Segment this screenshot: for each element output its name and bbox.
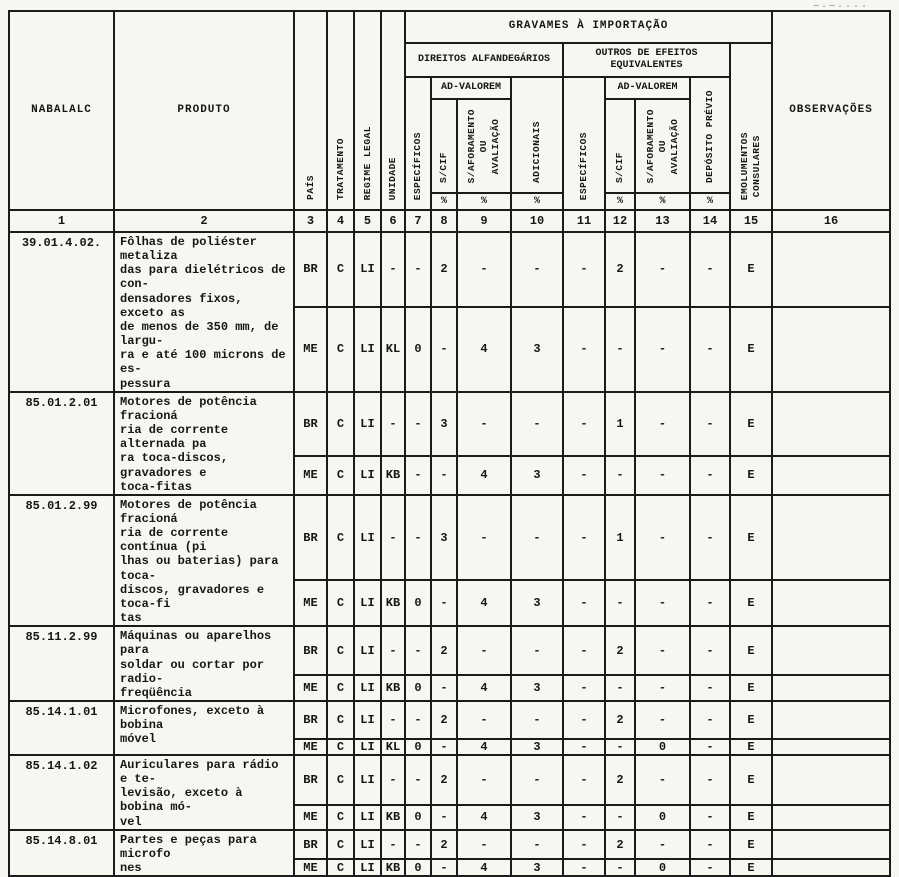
cell-regime: LI [354, 456, 381, 495]
cell-tratamento: C [327, 456, 354, 495]
cell-observacoes [772, 830, 890, 860]
cell-regime: LI [354, 739, 381, 755]
header-especificos-da [405, 77, 431, 210]
cell-especificos-da: - [405, 755, 431, 805]
cell-scif-da: 2 [431, 626, 457, 675]
cell-especificos-oe: - [563, 859, 605, 876]
cell-tratamento: C [327, 701, 354, 739]
table-row [9, 232, 890, 307]
cell-scif-oe: 2 [605, 626, 635, 675]
cell-aforamento-da: - [457, 392, 511, 456]
cell-adicionais: 3 [511, 805, 563, 830]
header-aforamento-da [457, 99, 511, 193]
cell-scif-da: 3 [431, 392, 457, 456]
cell-tratamento: C [327, 232, 354, 307]
cell-scif-oe: 2 [605, 755, 635, 805]
header-regime-legal-label: REGIME LEGAL [361, 125, 373, 200]
cell-scif-da: - [431, 739, 457, 755]
cell-observacoes [772, 626, 890, 675]
column-number: 15 [730, 210, 772, 232]
cell-deposito: - [690, 755, 730, 805]
cell-especificos-da: 0 [405, 739, 431, 755]
column-number: 3 [294, 210, 327, 232]
cell-regime: LI [354, 701, 381, 739]
cell-aforamento-oe: - [635, 232, 690, 307]
header-pais [294, 11, 327, 210]
header-emolumentos [730, 43, 772, 210]
header-gravames: GRAVAMES À IMPORTAÇÃO [405, 11, 772, 43]
cell-aforamento-da: - [457, 755, 511, 805]
cell-emolumentos: E [730, 232, 772, 307]
cell-adicionais: - [511, 626, 563, 675]
cell-adicionais: - [511, 701, 563, 739]
cell-deposito: - [690, 580, 730, 626]
cell-observacoes [772, 805, 890, 830]
cell-pais: ME [294, 675, 327, 701]
header-pais-label: PAÍS [304, 175, 316, 200]
header-deposito-previo [690, 77, 730, 193]
cell-unidade: KB [381, 675, 405, 701]
cell-aforamento-da: 4 [457, 859, 511, 876]
cell-adicionais: - [511, 830, 563, 860]
product-description: Microfones, exceto à bobina móvel [114, 701, 294, 755]
cell-pais: ME [294, 805, 327, 830]
cell-aforamento-da: - [457, 830, 511, 860]
cell-pais: ME [294, 580, 327, 626]
column-number: 10 [511, 210, 563, 232]
header-emolumentos-label: EMOLUMENTOS CONSULARES [739, 131, 763, 200]
cell-deposito: - [690, 392, 730, 456]
cell-observacoes [772, 392, 890, 456]
cell-emolumentos: E [730, 580, 772, 626]
cell-aforamento-da: 4 [457, 739, 511, 755]
cell-adicionais: 3 [511, 739, 563, 755]
header-scif-oe-label: S/CIF [614, 151, 626, 183]
cell-deposito: - [690, 859, 730, 876]
header-direitos-alfandegarios: DIREITOS ALFANDEGÁRIOS [405, 43, 563, 77]
cell-scif-da: 3 [431, 495, 457, 580]
cell-tratamento: C [327, 307, 354, 392]
cell-emolumentos: E [730, 392, 772, 456]
header-tratamento [327, 11, 354, 210]
cell-deposito: - [690, 830, 730, 860]
cell-especificos-oe: - [563, 755, 605, 805]
cell-pais: ME [294, 307, 327, 392]
nabalalc-code: 85.14.1.02 [9, 755, 114, 830]
cell-especificos-da: - [405, 701, 431, 739]
cell-aforamento-oe: - [635, 456, 690, 495]
cell-unidade: - [381, 232, 405, 307]
cell-tratamento: C [327, 495, 354, 580]
cell-aforamento-da: 4 [457, 307, 511, 392]
header-deposito-previo-label: DEPÓSITO PRÉVIO [704, 89, 716, 183]
cell-emolumentos: E [730, 739, 772, 755]
cell-emolumentos: E [730, 830, 772, 860]
column-number: 9 [457, 210, 511, 232]
cell-deposito: - [690, 626, 730, 675]
nabalalc-code: 85.01.2.99 [9, 495, 114, 626]
cell-especificos-oe: - [563, 232, 605, 307]
cell-deposito: - [690, 232, 730, 307]
cell-especificos-da: 0 [405, 805, 431, 830]
cell-unidade: KL [381, 307, 405, 392]
cell-scif-da: - [431, 805, 457, 830]
column-number: 6 [381, 210, 405, 232]
cell-tratamento: C [327, 675, 354, 701]
cell-emolumentos: E [730, 859, 772, 876]
cell-observacoes [772, 580, 890, 626]
cell-unidade: KB [381, 456, 405, 495]
cell-aforamento-da: - [457, 701, 511, 739]
cell-especificos-oe: - [563, 580, 605, 626]
cell-observacoes [772, 232, 890, 307]
cell-observacoes [772, 755, 890, 805]
table-row [9, 755, 890, 805]
cell-pais: BR [294, 830, 327, 860]
cell-especificos-da: - [405, 456, 431, 495]
column-number: 11 [563, 210, 605, 232]
cell-regime: LI [354, 232, 381, 307]
table-row [9, 11, 890, 43]
cell-scif-oe: - [605, 859, 635, 876]
cell-adicionais: 3 [511, 675, 563, 701]
cell-unidade: KB [381, 859, 405, 876]
header-especificos-da-label: ESPECÍFICOS [412, 131, 424, 200]
cell-regime: LI [354, 830, 381, 860]
scan-smudge: ~·~··-· [812, 2, 869, 13]
header-adicionais [511, 77, 563, 193]
cell-tratamento: C [327, 580, 354, 626]
table-row [9, 626, 890, 675]
tariff-table-document [8, 10, 891, 877]
cell-adicionais: - [511, 392, 563, 456]
cell-emolumentos: E [730, 456, 772, 495]
cell-especificos-oe: - [563, 675, 605, 701]
cell-tratamento: C [327, 755, 354, 805]
cell-regime: LI [354, 626, 381, 675]
column-number: 12 [605, 210, 635, 232]
header-outros-efeitos: OUTROS DE EFEITOS EQUIVALENTES [563, 43, 730, 77]
table-row [9, 210, 890, 232]
cell-unidade: KL [381, 739, 405, 755]
cell-aforamento-oe: - [635, 755, 690, 805]
cell-tratamento: C [327, 859, 354, 876]
product-description: Máquinas ou aparelhos para soldar ou cortar por radio- freqüência [114, 626, 294, 701]
cell-scif-da: - [431, 859, 457, 876]
cell-especificos-da: - [405, 392, 431, 456]
cell-aforamento-da: 4 [457, 805, 511, 830]
header-scif-oe [605, 99, 635, 193]
cell-pais: BR [294, 232, 327, 307]
cell-scif-oe: 2 [605, 232, 635, 307]
cell-unidade: - [381, 830, 405, 860]
cell-scif-da: 2 [431, 701, 457, 739]
table-row [9, 830, 890, 860]
cell-unidade: - [381, 495, 405, 580]
cell-adicionais: 3 [511, 456, 563, 495]
nabalalc-code: 85.11.2.99 [9, 626, 114, 701]
header-aforamento-oe [635, 99, 690, 193]
cell-adicionais: - [511, 495, 563, 580]
cell-especificos-oe: - [563, 805, 605, 830]
import-duties-table [8, 10, 891, 877]
column-number: 2 [114, 210, 294, 232]
cell-emolumentos: E [730, 701, 772, 739]
cell-regime: LI [354, 580, 381, 626]
cell-aforamento-da: 4 [457, 456, 511, 495]
header-scif-da [431, 99, 457, 193]
cell-unidade: - [381, 701, 405, 739]
table-row [9, 392, 890, 456]
cell-especificos-da: 0 [405, 675, 431, 701]
cell-pais: BR [294, 626, 327, 675]
cell-unidade: - [381, 755, 405, 805]
cell-especificos-da: 0 [405, 859, 431, 876]
header-unidade [381, 11, 405, 210]
cell-especificos-oe: - [563, 739, 605, 755]
cell-scif-da: - [431, 307, 457, 392]
cell-aforamento-da: - [457, 495, 511, 580]
cell-unidade: KB [381, 805, 405, 830]
cell-regime: LI [354, 859, 381, 876]
cell-scif-oe: 1 [605, 495, 635, 580]
cell-scif-oe: - [605, 456, 635, 495]
nabalalc-code: 85.14.8.01 [9, 830, 114, 876]
cell-emolumentos: E [730, 675, 772, 701]
header-especificos-oe [563, 77, 605, 210]
cell-deposito: - [690, 456, 730, 495]
cell-aforamento-oe: - [635, 495, 690, 580]
percent-sign: % [431, 193, 457, 210]
cell-especificos-oe: - [563, 626, 605, 675]
product-description: Partes e peças para microfo nes [114, 830, 294, 876]
cell-adicionais: - [511, 232, 563, 307]
cell-emolumentos: E [730, 755, 772, 805]
column-number: 8 [431, 210, 457, 232]
cell-emolumentos: E [730, 495, 772, 580]
cell-aforamento-oe: 0 [635, 859, 690, 876]
cell-aforamento-da: - [457, 626, 511, 675]
cell-especificos-da: - [405, 232, 431, 307]
cell-scif-oe: - [605, 307, 635, 392]
cell-especificos-oe: - [563, 307, 605, 392]
table-row [9, 495, 890, 580]
nabalalc-code: 85.14.1.01 [9, 701, 114, 755]
cell-scif-da: - [431, 675, 457, 701]
cell-unidade: - [381, 392, 405, 456]
header-advalorem-oe: AD-VALOREM [605, 77, 690, 99]
cell-scif-oe: 1 [605, 392, 635, 456]
cell-regime: LI [354, 755, 381, 805]
cell-especificos-oe: - [563, 456, 605, 495]
cell-deposito: - [690, 307, 730, 392]
cell-scif-oe: - [605, 675, 635, 701]
column-number: 1 [9, 210, 114, 232]
header-advalorem-da: AD-VALOREM [431, 77, 511, 99]
cell-tratamento: C [327, 392, 354, 456]
cell-pais: BR [294, 392, 327, 456]
cell-aforamento-oe: - [635, 626, 690, 675]
cell-aforamento-oe: - [635, 392, 690, 456]
header-aforamento-oe-label: S/AFORAMENTO OU AVALIAÇÃO [644, 108, 680, 183]
cell-tratamento: C [327, 739, 354, 755]
percent-sign: % [605, 193, 635, 210]
cell-adicionais: - [511, 755, 563, 805]
cell-especificos-da: - [405, 495, 431, 580]
cell-deposito: - [690, 675, 730, 701]
column-number: 16 [772, 210, 890, 232]
percent-sign: % [511, 193, 563, 210]
cell-scif-da: 2 [431, 232, 457, 307]
header-scif-da-label: S/CIF [438, 151, 450, 183]
cell-aforamento-oe: - [635, 580, 690, 626]
cell-especificos-da: - [405, 830, 431, 860]
cell-especificos-da: 0 [405, 580, 431, 626]
cell-scif-da: 2 [431, 830, 457, 860]
cell-especificos-oe: - [563, 701, 605, 739]
cell-observacoes [772, 701, 890, 739]
cell-scif-oe: 2 [605, 830, 635, 860]
cell-adicionais: 3 [511, 859, 563, 876]
column-number: 5 [354, 210, 381, 232]
header-adicionais-label: ADICIONAIS [531, 120, 543, 183]
cell-regime: LI [354, 495, 381, 580]
cell-pais: ME [294, 739, 327, 755]
cell-tratamento: C [327, 626, 354, 675]
cell-deposito: - [690, 701, 730, 739]
cell-observacoes [772, 859, 890, 876]
cell-adicionais: 3 [511, 307, 563, 392]
cell-aforamento-oe: - [635, 701, 690, 739]
cell-especificos-oe: - [563, 830, 605, 860]
product-description: Fôlhas de poliéster metaliza das para dielétricos de con- densadores fixos, exceto as de menos de 350 mm, de largu- ra e até 100 microns de es- pessura [114, 232, 294, 392]
cell-aforamento-da: 4 [457, 580, 511, 626]
header-nabalalc: NABALALC [9, 11, 114, 210]
cell-scif-da: - [431, 456, 457, 495]
cell-tratamento: C [327, 805, 354, 830]
cell-deposito: - [690, 495, 730, 580]
cell-observacoes [772, 495, 890, 580]
cell-observacoes [772, 739, 890, 755]
column-number: 14 [690, 210, 730, 232]
cell-aforamento-oe: - [635, 675, 690, 701]
cell-emolumentos: E [730, 805, 772, 830]
cell-aforamento-da: - [457, 232, 511, 307]
cell-emolumentos: E [730, 626, 772, 675]
cell-scif-oe: - [605, 580, 635, 626]
cell-adicionais: 3 [511, 580, 563, 626]
column-number: 4 [327, 210, 354, 232]
header-produto: PRODUTO [114, 11, 294, 210]
header-regime-legal [354, 11, 381, 210]
cell-deposito: - [690, 805, 730, 830]
cell-observacoes [772, 675, 890, 701]
cell-regime: LI [354, 805, 381, 830]
cell-especificos-da: 0 [405, 307, 431, 392]
cell-regime: LI [354, 675, 381, 701]
cell-scif-da: 2 [431, 755, 457, 805]
cell-regime: LI [354, 392, 381, 456]
percent-sign: % [457, 193, 511, 210]
nabalalc-code: 39.01.4.02. [9, 232, 114, 392]
cell-scif-oe: - [605, 739, 635, 755]
table-row [9, 701, 890, 739]
product-description: Motores de potência fracioná ria de corrente alternada pa ra toca-discos, gravadores e toca-fitas [114, 392, 294, 495]
cell-pais: BR [294, 755, 327, 805]
column-number: 7 [405, 210, 431, 232]
cell-scif-oe: 2 [605, 701, 635, 739]
cell-aforamento-oe: 0 [635, 805, 690, 830]
cell-scif-da: - [431, 580, 457, 626]
product-description: Auriculares para rádio e te- levisão, exceto à bobina mó- vel [114, 755, 294, 830]
percent-sign: % [635, 193, 690, 210]
cell-observacoes [772, 456, 890, 495]
product-description: Motores de potência fracioná ria de corrente contínua (pi lhas ou baterias) para toca- discos, gravadores e toca-fi tas [114, 495, 294, 626]
cell-unidade: - [381, 626, 405, 675]
cell-unidade: KB [381, 580, 405, 626]
cell-emolumentos: E [730, 307, 772, 392]
cell-aforamento-oe: - [635, 307, 690, 392]
cell-pais: BR [294, 701, 327, 739]
cell-especificos-oe: - [563, 495, 605, 580]
header-aforamento-da-label: S/AFORAMENTO OU AVALIAÇÃO [466, 108, 501, 183]
nabalalc-code: 85.01.2.01 [9, 392, 114, 495]
header-unidade-label: UNIDADE [387, 156, 399, 200]
cell-aforamento-oe: 0 [635, 739, 690, 755]
cell-regime: LI [354, 307, 381, 392]
cell-pais: BR [294, 495, 327, 580]
cell-especificos-da: - [405, 626, 431, 675]
cell-aforamento-oe: - [635, 830, 690, 860]
header-observacoes: OBSERVAÇÕES [772, 11, 890, 210]
header-tratamento-label: TRATAMENTO [334, 137, 346, 200]
header-especificos-oe-label: ESPECÍFICOS [578, 131, 590, 200]
cell-tratamento: C [327, 830, 354, 860]
cell-pais: ME [294, 859, 327, 876]
cell-pais: ME [294, 456, 327, 495]
percent-sign: % [690, 193, 730, 210]
cell-aforamento-da: 4 [457, 675, 511, 701]
cell-observacoes [772, 307, 890, 392]
cell-deposito: - [690, 739, 730, 755]
cell-especificos-oe: - [563, 392, 605, 456]
column-number: 13 [635, 210, 690, 232]
cell-scif-oe: - [605, 805, 635, 830]
